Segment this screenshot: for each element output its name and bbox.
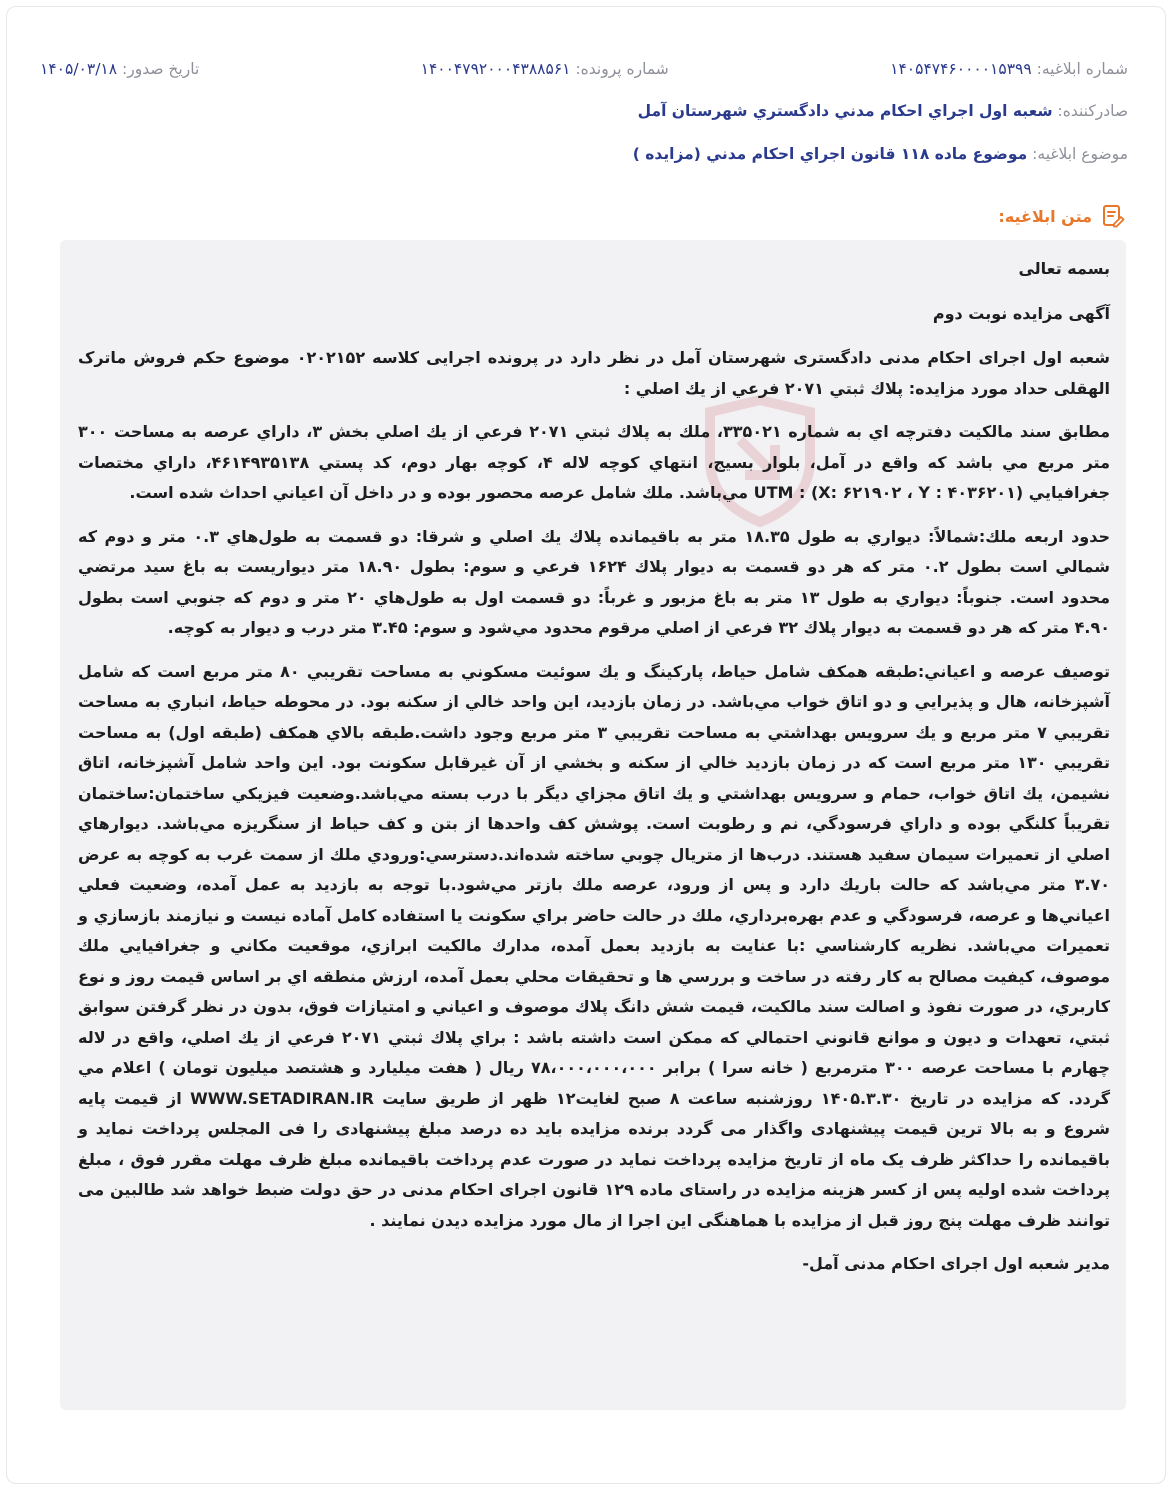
notice-number-value: ۱۴۰۵۴۷۴۶۰۰۰۰۱۵۳۹۹ — [890, 60, 1032, 78]
notice-text-panel — [60, 240, 1126, 1410]
auction-intro-paragraph: شعبه اول اجرای احکام مدنی دادگستری شهرستان آمل در نظر دارد در پرونده اجرایی کلاسه ۰۲۰۲۱۵۲ موضوع حکم فروش ماترک الهقلی حداد مورد مزايده: پلاك ثبتي ۲۰۷۱ فرعي از يك اصلي : — [78, 348, 1111, 398]
signature-line: مدیر شعبه اول اجرای احکام مدنی آمل- — [802, 1254, 1110, 1273]
issue-date-label: تاریخ صدور: — [122, 60, 200, 78]
issuer-label: صادرکننده: — [1057, 102, 1128, 120]
notice-number-label: شماره ابلاغیه: — [1036, 60, 1128, 78]
ownership-paragraph: مطابق سند مالكيت دفترچه اي به شماره ۳۳۵۰۲۱، ملك به پلاك ثبتي ۲۰۷۱ فرعي از يك اصلي بخش ۳، داراي عرصه به مساحت ۳۰۰ متر مربع مي باشد كه واقع در آمل، بلوار بسيج، انتهاي كوچه لاله ۴، كوچه بهار دوم، كد پستي ۴۶۱۴۹۳۵۱۳۸، داراي مختصات جغرافيايي UTM : (X: ۶۲۱۹۰۲ ، Y : ۴۰۳۶۲۰۱) مي‌باشد. ملك شامل عرصه محصور بوده و در داخل آن اعياني احداث شده است. — [78, 422, 1111, 502]
issue-date-value: ۱۴۰۵/۰۳/۱۸ — [40, 60, 118, 78]
issuer-value: شعبه اول اجراي احكام مدني دادگستري شهرستان آمل — [637, 102, 1053, 120]
meta-row-numbers — [40, 55, 1128, 83]
notice-body-heading — [998, 201, 1126, 231]
document-edit-icon — [1100, 203, 1126, 229]
boundaries-paragraph: حدود اربعه ملك:شمالاً: ديواري به طول ۱۸.۳۵ متر به باقيمانده پلاك يك اصلي و شرقا: دو قسمت به طول‌هاي ۰.۳ متر و دوم كه شمالي است بطول ۰.۲ متر كه هر دو قسمت به ديوار پلاك ۱۶۲۴ فرعي و سوم: بطول ۱۸.۹۰ متر ديواريست به باغ سيد مرتضي محدود است. جنوباً: ديواري به طول ۱۳ متر به باغ مزبور و غرباً: دو قسمت اول به طول‌هاي ۲۰ متر و دوم كه جنوبي است بطول ۴.۹۰ متر كه هر دو قسمت به ديوار پلاك ۳۲ فرعي از اصلي مرقوم محدود مي‌شود و سوم: ۳.۴۵ متر درب و ديوار به كوچه. — [78, 526, 1111, 637]
opening-line: بسمه تعالی — [1018, 259, 1110, 278]
case-number-field — [421, 55, 669, 83]
case-number-label: شماره پرونده: — [575, 60, 669, 78]
description-paragraph: توصيف عرصه و اعياني:طبقه همكف شامل حياط، پاركينگ و يك سوئيت مسكوني به مساحت تقريبي ۸۰ متر مربع است كه شامل آشپزخانه، هال و پذيرايي و دو اتاق خواب مي‌باشد. در زمان بازديد، اين واحد خالي از سكنه بود. در محوطه حياط، انباري به مساحت تقريبي ۷ متر مربع و يك سرويس بهداشتي به مساحت تقريبي ۳ متر مربع وجود داشت.طبقه بالاي همكف (طبقه اول) به مساحت تقريبي ۱۳۰ متر مربع است كه در زمان بازديد خالي از سكنه و بخشي از آن غيرقابل سكونت بود. اين واحد شامل آشپزخانه، اتاق نشيمن، يك اتاق خواب، حمام و سرويس بهداشتي و يك اتاق مجزاي ديگر با درب بسته مي‌باشد.وضعيت فيزيكي ساختمان:ساختمان تقريباً كلنگي بوده و داراي فرسودگي، نم و رطوبت است. پوشش كف واحدها از بتن و كف حياط از سنگريزه مي‌باشد. ديوارهاي اصلي از تعميرات سيمان سفيد هستند. درب‌ها از متريال چوبي ساخته شده‌اند.دسترسي:ورودي ملك از سمت غرب به كوچه به عرض ۳.۷۰ متر مي‌باشد كه حالت باريك دارد و پس از ورود، عرصه ملك بازتر مي‌شود.با توجه به بازديد به عمل آمده، وضعيت فعلي اعياني‌ها و عرصه، فرسودگي و عدم بهره‌برداري، ملك در حالت حاضر براي سكونت يا استفاده كامل آماده نيست و نيازمند بازسازي و تعميرات مي‌باشد. نظريه كارشناسي :با عنايت به بازديد بعمل آمده، مدارك مالكيت ابرازي، موقعيت مكاني و جغرافيايي ملك موصوف، كيفيت مصالح به كار رفته در ساخت و بررسي ها و تحقيقات محلي بعمل آمده، ارزش منطقه اي بر اساس قيمت روز و نوع كاربري، در صورت نفوذ و اصالت سند مالكيت، قيمت شش دانگ پلاك موصوف و اعياني و امتيازات فوق، بدون در نظر گرفتن سوابق ثبتي، تعهدات و ديون و موانع قانوني احتمالي كه ممكن است داشته باشد : براي پلاك ثبتي ۲۰۷۱ فرعي از يك اصلي، واقع در لاله چهارم با مساحت عرصه ۳۰۰ مترمربع ( خانه سرا ) برابر ۷۸،۰۰۰،۰۰۰،۰۰۰ ريال ( هفت ميليارد و هشتصد ميليون تومان ) اعلام مي گردد. كه مزايده در تاريخ ۱۴۰۵.۳.۳۰ روزشنبه ساعت ۸ صبح لغايت۱۲ ظهر از طريق سایت WWW.SETADIRAN.IR از قیمت پایه شروع و به بالا ترین قیمت پیشنهادی واگذار می گردد برنده مزایده باید ده درصد مبلغ پیشنهادی را فی المجلس پرداخت نماید و باقیمانده را حداکثر ظرف یک ماه از تاریخ مزایده پرداخت نماید در صورت عدم پرداخت باقیمانده مبلغ ظرف مهلت مقرر فوق ، مبلغ پرداخت شده اولیه پس از کسر هزینه مزایده در راستای ماده ۱۲۹ قانون اجرای احکام مدنی در حق دولت ضبط خواهد شد طالبین می توانند ظرف مهلت پنج روز قبل از مزایده با هماهنگی این اجرا از مال مورد مزایده دیدن نمایند . — [78, 661, 1111, 1230]
notice-text — [78, 254, 1110, 1293]
issue-date-field — [40, 55, 199, 83]
case-number-value: ۱۴۰۰۴۷۹۲۰۰۰۴۳۸۸۵۶۱ — [420, 60, 571, 78]
subject-value: موضوع ماده ۱۱۸ قانون اجراي احكام مدني (مزايده ) — [632, 145, 1028, 163]
subject-label: موضوع ابلاغیه: — [1032, 145, 1128, 163]
notice-number-field — [890, 55, 1128, 83]
notice-body-title: متن ابلاغیه: — [998, 206, 1092, 226]
subject-row — [40, 140, 1128, 168]
issuer-row — [40, 97, 1128, 125]
announcement-title: آگهی مزایده نوبت دوم — [932, 303, 1110, 323]
